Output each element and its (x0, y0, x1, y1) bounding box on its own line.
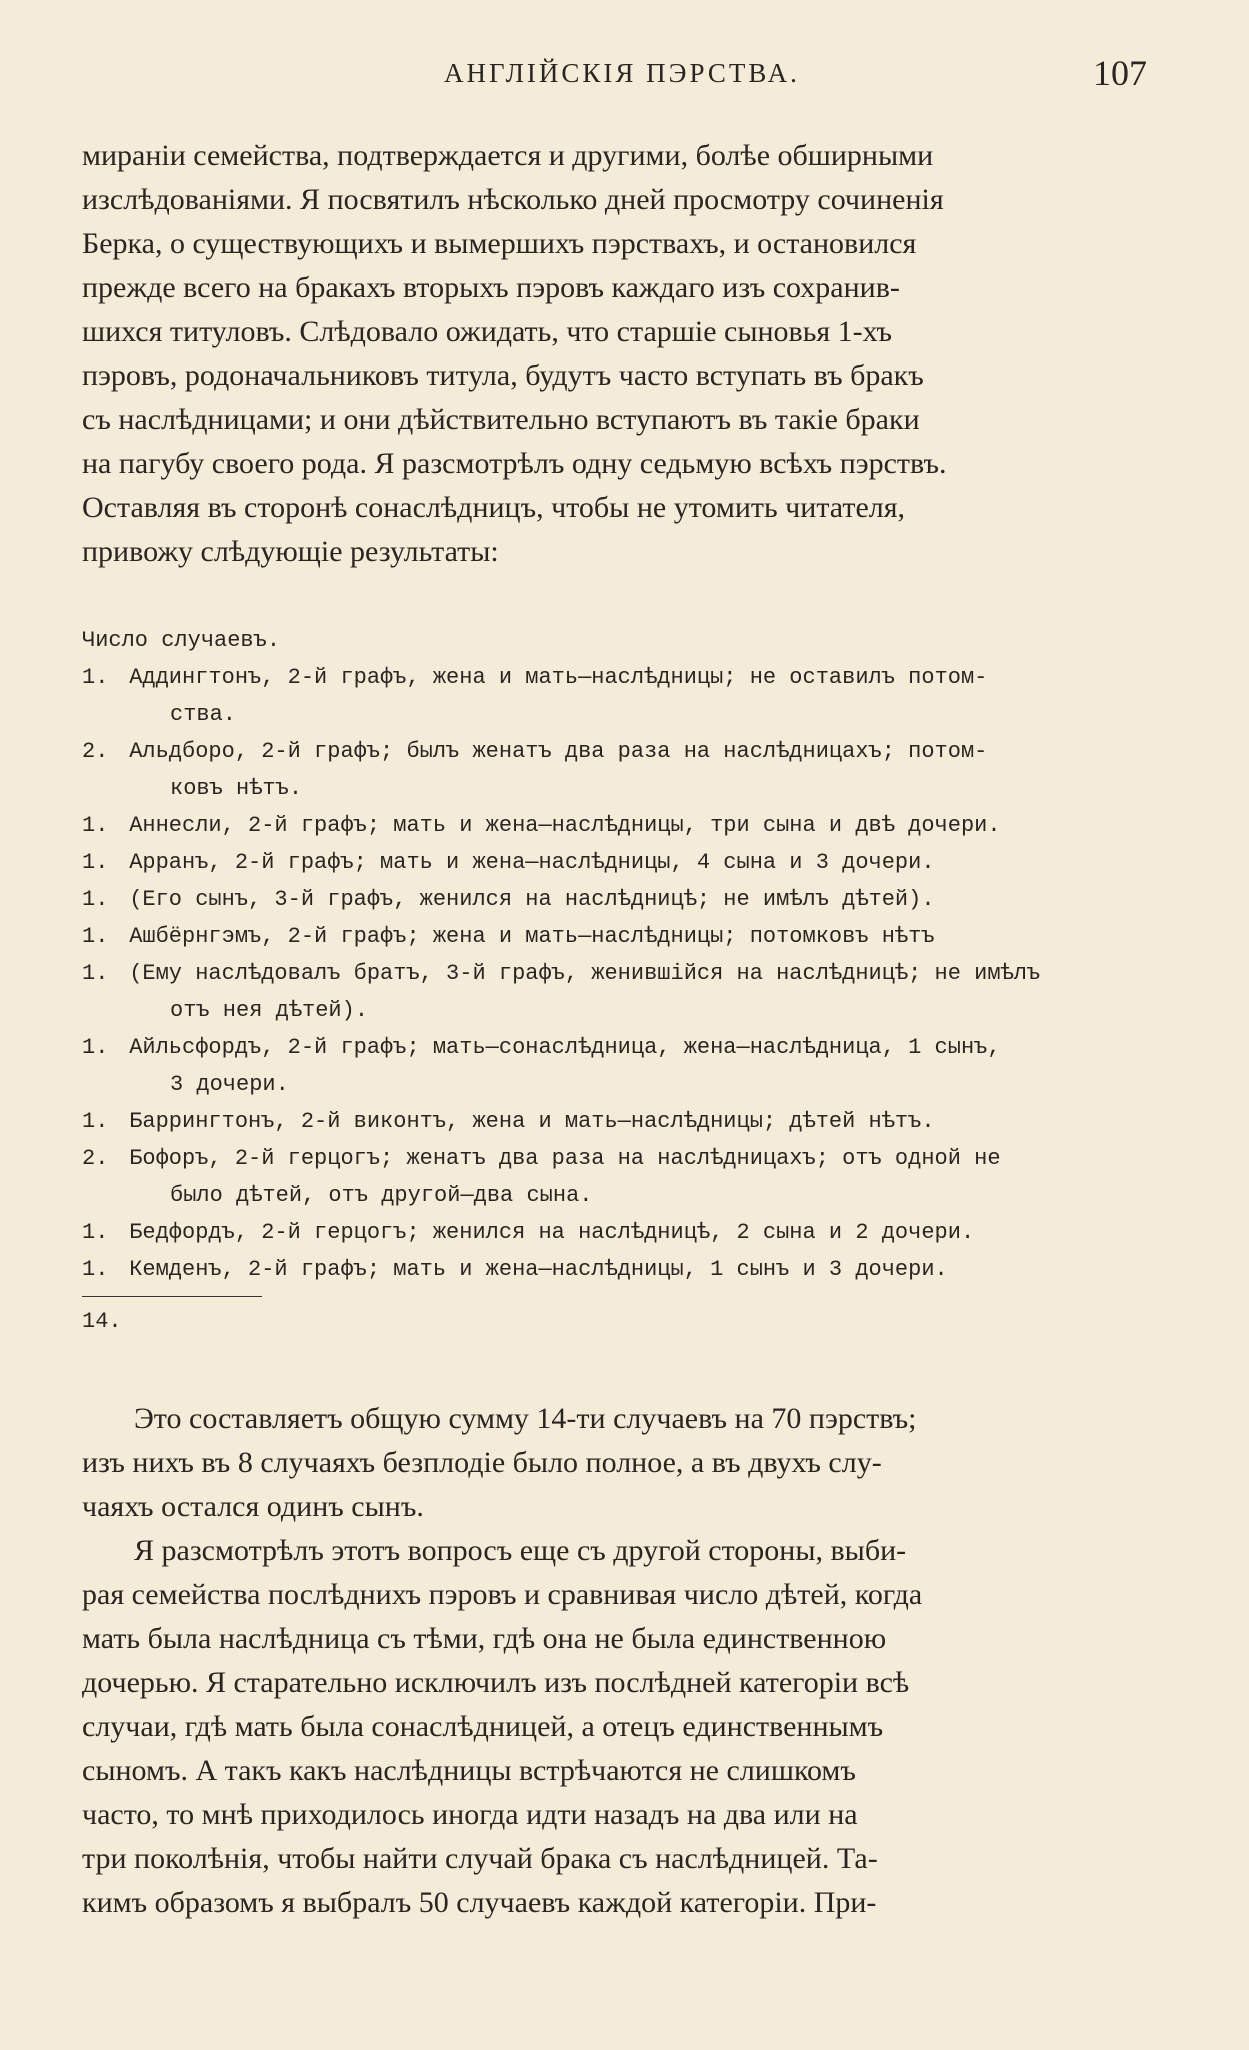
text-line: изслѣдованіями. Я посвятилъ нѣсколько дней просмотру сочиненія (82, 183, 944, 216)
text-line: Я разсмотрѣлъ этотъ вопросъ еще съ другой стороны, выби- (134, 1534, 907, 1567)
running-head (82, 52, 1147, 92)
list-item (82, 1103, 1150, 1140)
cases-total: 14. (82, 1309, 122, 1334)
text-line: Оставляя въ сторонѣ сонаслѣдницъ, чтобы не утомить читателя, (82, 491, 906, 524)
case-count: 2. (82, 739, 109, 764)
list-item (82, 659, 1150, 733)
case-text: Аннесли, 2-й графъ; мать и жена—наслѣдницы, три сына и двѣ дочери. (129, 813, 1001, 838)
case-count: 1. (82, 961, 109, 986)
case-count: 1. (82, 850, 109, 875)
list-item (82, 1029, 1150, 1103)
text-line: Это составляетъ общую сумму 14-ти случаевъ на 70 пэрствъ; (134, 1402, 917, 1435)
case-text: (Ему наслѣдовалъ братъ, 3-й графъ, женившійся на наслѣдницѣ; не имѣлъ (129, 961, 1041, 986)
text-line: шихся титуловъ. Слѣдовало ожидать, что старшіе сыновья 1-хъ (82, 315, 893, 348)
case-count: 1. (82, 924, 109, 949)
list-item (82, 733, 1150, 807)
case-count: 2. (82, 1146, 109, 1171)
text-line: случаи, гдѣ мать была сонаслѣдницей, а отецъ единственнымъ (82, 1710, 884, 1743)
text-line: прежде всего на бракахъ вторыхъ пэровъ каждаго изъ сохранив- (82, 271, 900, 304)
text-line: три поколѣнія, чтобы найти случай брака съ наслѣдницей. Та- (82, 1842, 878, 1875)
case-count: 1. (82, 1220, 109, 1245)
text-line: изъ нихъ въ 8 случаяхъ безплодіе было полное, а въ двухъ слу- (82, 1446, 882, 1479)
case-text-continued: ковъ нѣтъ. (170, 776, 303, 801)
case-text-continued: было дѣтей, отъ другой—два сына. (170, 1183, 593, 1208)
case-text: Аддингтонъ, 2-й графъ, жена и мать—наслѣдницы; не оставилъ потом- (129, 665, 988, 690)
text-line: пэровъ, родоначальниковъ титула, будутъ часто вступать въ бракъ (82, 359, 924, 392)
page-number: 107 (1093, 53, 1147, 93)
case-text: Бедфордъ, 2-й герцогъ; женился на наслѣдницѣ, 2 сына и 2 дочери. (129, 1220, 975, 1245)
case-text: (Его сынъ, 3-й графъ, женился на наслѣдницѣ; не имѣлъ дѣтей). (129, 887, 935, 912)
case-text: Баррингтонъ, 2-й виконтъ, жена и мать—наслѣдницы; дѣтей нѣтъ. (129, 1109, 935, 1134)
case-text: Айльсфордъ, 2-й графъ; мать—сонаслѣдница, жена—наслѣдница, 1 сынъ, (129, 1035, 1001, 1060)
case-text-continued: отъ нея дѣтей). (170, 998, 369, 1023)
text-line: сыномъ. А такъ какъ наслѣдницы встрѣчаются не слишкомъ (82, 1754, 856, 1787)
case-count: 1. (82, 1257, 109, 1282)
paragraph-1 (82, 134, 1150, 574)
case-count: 1. (82, 813, 109, 838)
list-item (82, 844, 1150, 881)
running-title: АНГЛІЙСКІЯ ПЭРСТВА. (444, 58, 800, 88)
text-line: чаяхъ остался одинъ сынъ. (82, 1490, 424, 1523)
case-text-continued: ства. (170, 702, 237, 727)
text-line: дочерью. Я старательно исключилъ изъ послѣдней категоріи всѣ (82, 1666, 910, 1699)
case-text: Арранъ, 2-й графъ; мать и жена—наслѣдницы, 4 сына и 3 дочери. (129, 850, 935, 875)
case-count: 1. (82, 887, 109, 912)
list-item (82, 807, 1150, 844)
text-line: мать была наслѣдница съ тѣми, гдѣ она не была единственною (82, 1622, 887, 1655)
text-line: съ наслѣдницами; и они дѣйствительно вступаютъ въ такіе браки (82, 403, 920, 436)
list-item (82, 918, 1150, 955)
sum-rule (82, 1296, 262, 1297)
text-line: на пагубу своего рода. Я разсмотрѣлъ одну седьмую всѣхъ пэрствъ. (82, 447, 947, 480)
list-item (82, 1214, 1150, 1251)
case-count: 1. (82, 665, 109, 690)
text-line: кимъ образомъ я выбралъ 50 случаевъ каждой категоріи. При- (82, 1886, 877, 1919)
case-text: Бофоръ, 2-й герцогъ; женатъ два раза на наслѣдницахъ; отъ одной не (129, 1146, 1001, 1171)
text-line: мираніи семейства, подтверждается и другими, болѣе обширными (82, 139, 934, 172)
text-line: часто, то мнѣ приходилось иногда идти назадъ на два или на (82, 1798, 858, 1831)
case-count: 1. (82, 1109, 109, 1134)
list-item (82, 1251, 1150, 1288)
case-text-continued: 3 дочери. (170, 1072, 289, 1097)
cases-list (82, 622, 1150, 1340)
paragraph-2 (82, 1397, 1150, 1529)
case-count: 1. (82, 1035, 109, 1060)
list-item (82, 1140, 1150, 1214)
text-line: рая семейства послѣднихъ пэровъ и сравнивая число дѣтей, когда (82, 1578, 923, 1611)
list-caption: Число случаевъ. (82, 628, 281, 653)
text-line: Берка, о существующихъ и вымершихъ пэрствахъ, и остановился (82, 227, 917, 260)
case-text: Ашбёрнгэмъ, 2-й графъ; жена и мать—наслѣдницы; потомковъ нѣтъ (129, 924, 935, 949)
list-item (82, 955, 1150, 1029)
list-item (82, 881, 1150, 918)
case-text: Альдборо, 2-й графъ; былъ женатъ два раза на наслѣдницахъ; потом- (129, 739, 988, 764)
case-text: Кемденъ, 2-й графъ; мать и жена—наслѣдницы, 1 сынъ и 3 дочери. (129, 1257, 948, 1282)
text-line: привожу слѣдующіе результаты: (82, 535, 499, 568)
paragraph-3 (82, 1529, 1150, 1925)
